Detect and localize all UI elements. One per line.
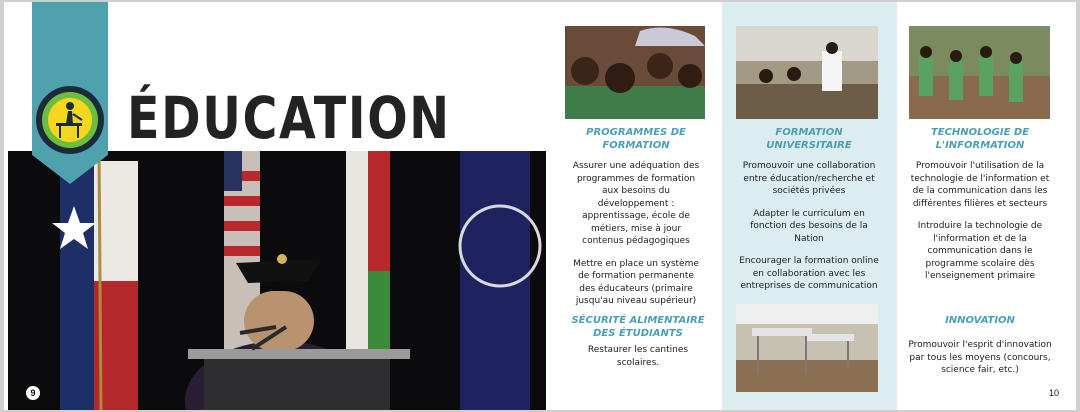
page-number-right: 10 <box>1049 388 1060 398</box>
section-text: Introduire la technologie de l'information et de la communication dans le programme scolaire dès l'enseignement primaire <box>917 221 1043 281</box>
section-programmes <box>571 126 701 318</box>
student-desk-icon <box>36 86 104 154</box>
section-heading: TECHNOLOGIE DE L'INFORMATION <box>930 127 1030 151</box>
section-text: Encourager la formation online en collaboration avec les entreprises de communication <box>739 256 879 291</box>
section-innovation <box>908 314 1052 387</box>
graduation-photo <box>8 151 546 410</box>
section-heading: INNOVATION <box>945 315 1015 326</box>
section-universitaire <box>739 126 879 303</box>
section-text: Mettre en place un système de formation permanente des éducateurs (primaire jusqu'au niveau supérieur) <box>573 258 699 306</box>
pupils-uniform-photo <box>909 26 1050 119</box>
brochure-page <box>4 2 1076 410</box>
section-text: Restaurer les cantines scolaires. <box>587 345 689 368</box>
section-securite-alimentaire <box>570 314 706 379</box>
section-heading: PROGRAMMES DE FORMATION <box>586 127 686 151</box>
section-heading: SÉCURITÉ ALIMENTAIRE DES ÉTUDIANTS <box>571 315 705 339</box>
section-text: Promouvoir l'esprit d'innovation par tous les moyens (concours, science fair, etc.) <box>908 340 1052 375</box>
empty-classroom-photo <box>736 304 878 392</box>
children-photo <box>565 26 705 119</box>
graduation-photo-illustration <box>8 151 546 410</box>
classroom-photo <box>736 26 878 119</box>
section-technologie <box>908 126 1052 293</box>
section-heading: FORMATION UNIVERSITAIRE <box>766 127 852 151</box>
page-title: ÉDUCATION <box>127 84 451 152</box>
page-number-left: 9 <box>26 386 40 400</box>
section-text: Promouvoir une collaboration entre éducation/recherche et sociétés privées <box>742 161 876 196</box>
section-text: Adapter le curriculum en fonction des besoins de la Nation <box>750 208 868 244</box>
section-text: Assurer une adéquation des programmes de formation aux besoins du développement : apprentissage, école de métiers, mise à jour contenus pédagogiques <box>572 161 700 246</box>
section-text: Promouvoir l'utilisation de la technologie de l'information et de la communication dans les différentes filières et secteurs <box>910 161 1050 209</box>
